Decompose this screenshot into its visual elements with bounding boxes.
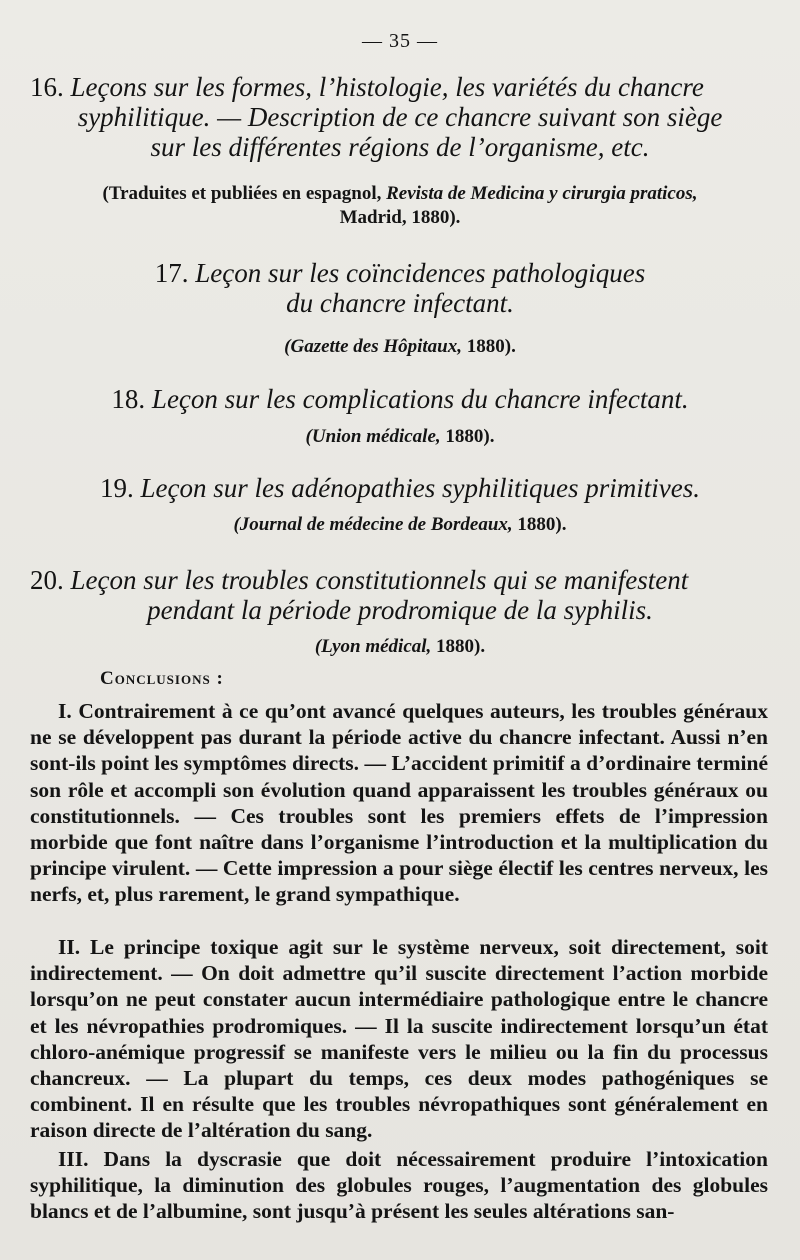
entry-19-line-1: 19. Leçon sur les adénopathies syphilitiques primitives.	[100, 473, 700, 503]
entry-17-line-1: 17. Leçon sur les coïncidences pathologiques	[154, 258, 646, 288]
page-number: — 35 —	[362, 30, 438, 52]
entry-16-line-1: 16. Leçons sur les formes, l’histologie, les variétés du chancre	[30, 72, 704, 102]
conclusion-paragraph-3: III. Dans la dyscrasie que doit nécessairement produire l’intoxication syphilitique, la diminution des globules rouges, l’augmentation des globules blancs et de l’albumine, sont jusqu’à présent les seules altérations san-	[30, 1147, 768, 1224]
entry-18-line-1: 18. Leçon sur les complications du chancre infectant.	[111, 384, 689, 414]
entry-19-source: (Journal de médecine de Bordeaux, 1880).	[233, 514, 567, 535]
conclusions-heading: Conclusions :	[100, 668, 224, 689]
entry-20-line-2: pendant la période prodromique de la syphilis.	[147, 595, 653, 625]
entry-17-line-2: du chancre infectant.	[286, 288, 514, 318]
conclusion-paragraph-1: I. Contrairement à ce qu’ont avancé quelques auteurs, les troubles généraux ne se développent pas durant la période active du chancre infectant. Aussi n’en sont-ils point les symptômes directs. — L’accident primitif a d’ordinaire terminé son rôle et accompli son évolution quand apparaissent les troubles généraux ou constitutionnels. — Ces troubles sont les premiers effets de l’impression morbide que font naître dans l’organisme l’introduction et la multiplication du principe virulent. — Cette impression a pour siège électif les centres nerveux, les nerfs, et, plus rarement, le grand sympathique.	[30, 699, 768, 907]
bibliography-entry-18	[30, 384, 770, 414]
entry-17-source: (Gazette des Hôpitaux, 1880).	[284, 336, 516, 357]
entry-16-source: (Traduites et publiées en espagnol, Revista de Medicina y cirurgia praticos, Madrid, 1880).	[102, 183, 698, 228]
entry-16-line-2: syphilitique. — Description de ce chancre suivant son siège	[77, 102, 723, 132]
bibliography-entry-16	[30, 72, 770, 162]
conclusion-paragraph-2: II. Le principe toxique agit sur le système nerveux, soit directement, soit indirectement. — On doit admettre qu’il suscite directement l’action morbide lorsqu’on ne peut constater aucun intermédiaire pathologique entre le chancre et les névropathies prodromiques. — Il la suscite indirectement lorsqu’un état chloro-anémique progressif se manifeste vers le milieu ou la fin du processus chancreux. — La plupart du temps, ces deux modes pathogéniques se combinent. Il en résulte que les troubles névropathiques sont généralement en raison directe de l’altération du sang.	[30, 935, 768, 1143]
entry-20-line-1: 20. Leçon sur les troubles constitutionnels qui se manifestent	[30, 565, 689, 595]
entry-20-source: (Lyon médical, 1880).	[314, 636, 486, 657]
bibliography-entry-17	[30, 258, 770, 318]
entry-18-source: (Union médicale, 1880).	[305, 426, 495, 447]
bibliography-entry-20	[30, 565, 770, 625]
entry-16-line-3: sur les différentes régions de l’organisme, etc.	[150, 132, 650, 162]
bibliography-entry-19	[30, 473, 770, 503]
